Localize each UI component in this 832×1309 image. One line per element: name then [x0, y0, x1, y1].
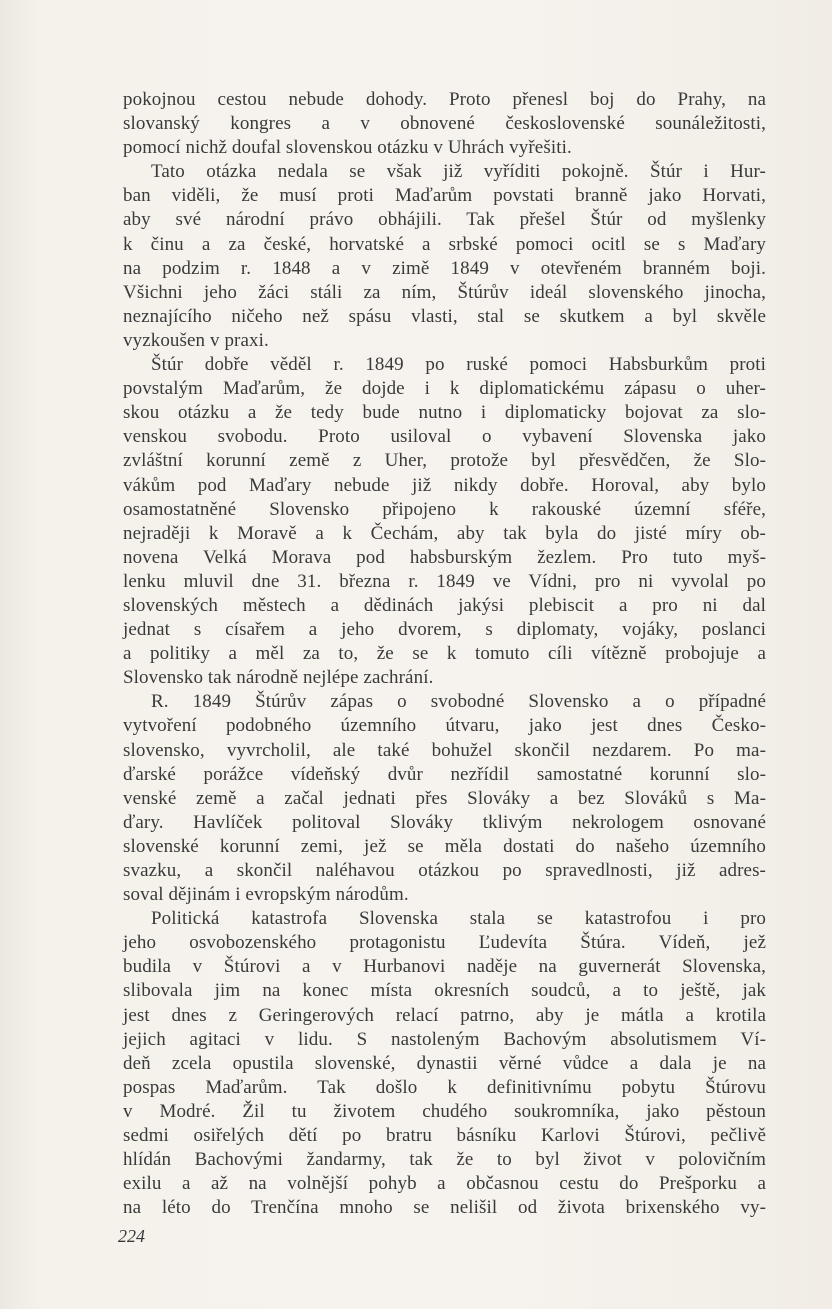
- text-line: k činu a za české, horvatské a srbské pomoci ocitl se s Maďary: [123, 233, 766, 255]
- text-line: povstalým Maďarům, že dojde i k diplomatickému zápasu o uher-: [123, 378, 766, 400]
- text-line: Politická katastrofa Slovenska stala se katastrofou i pro: [151, 908, 766, 930]
- text-line: Štúr dobře věděl r. 1849 po ruské pomoci Habsburkům proti: [151, 354, 766, 376]
- text-line: Všichni jeho žáci stáli za ním, Štúrův ideál slovenského jinocha,: [123, 281, 766, 303]
- text-line: vyzkoušen v praxi.: [123, 329, 269, 351]
- text-line: jednat s císařem a jeho dvorem, s diplomaty, vojáky, poslanci: [123, 619, 766, 641]
- text-line: slovanský kongres a v obnovené československé sounáležitosti,: [123, 113, 766, 135]
- text-line: Slovensko tak národně nejlépe zachrání.: [123, 667, 434, 689]
- text-line: soval dějinám i evropským národům.: [123, 884, 409, 906]
- text-line: slovensko, vyvrcholil, ale také bohužel skončil nezdarem. Po ma-: [123, 739, 766, 761]
- text-line: slibovala jim na konec místa okresních soudců, a to ještě, jak: [123, 980, 766, 1002]
- text-line: Tato otázka nedala se však již vyříditi pokojně. Štúr i Hur-: [151, 161, 766, 183]
- text-line: exilu a až na volnější pohyb a občasnou cestu do Prešporku a: [123, 1173, 766, 1195]
- text-line: ban viděli, že musí proti Maďarům povstati branně jako Horvati,: [123, 185, 766, 207]
- text-line: venské země a začal jednati přes Slováky a bez Slováků s Ma-: [123, 787, 766, 809]
- text-line: pomocí nichž doufal slovenskou otázku v Uhrách vyřešiti.: [123, 137, 572, 159]
- text-line: vytvoření podobného územního útvaru, jako jest dnes Česko-: [123, 715, 766, 737]
- text-line: R. 1849 Štúrův zápas o svobodné Slovensko a o případné: [151, 691, 766, 713]
- body-text: [123, 88, 766, 1220]
- text-line: osamostatněné Slovensko připojeno k rakouské územní sféře,: [123, 498, 766, 520]
- text-line: slovenské korunní zemi, jež se měla dostati do našeho územního: [123, 835, 766, 857]
- text-line: vákům pod Maďary nebude již nikdy dobře. Horoval, aby bylo: [123, 474, 766, 496]
- text-line: zvláštní korunní země z Uher, protože byl přesvědčen, že Slo-: [123, 450, 766, 472]
- text-line: pospas Maďarům. Tak došlo k definitivnímu pobytu Štúrovu: [123, 1076, 766, 1098]
- text-line: skou otázku a že tedy bude nutno i diplomaticky bojovat za slo-: [123, 402, 766, 424]
- text-line: hlídán Bachovými žandarmy, tak že to byl život v polovičním: [123, 1149, 766, 1171]
- text-line: jejich agitaci v lidu. S nastoleným Bachovým absolutismem Ví-: [123, 1028, 766, 1050]
- text-line: novena Velká Morava pod habsburským žezlem. Pro tuto myš-: [123, 546, 766, 568]
- text-line: nejraději k Moravě a k Čechám, aby tak byla do jisté míry ob-: [123, 522, 766, 544]
- text-line: v Modré. Žil tu životem chudého soukromníka, jako pěstoun: [123, 1100, 766, 1122]
- text-line: slovenských městech a dědinách jakýsi plebiscit a pro ni dal: [123, 594, 766, 616]
- text-line: pokojnou cestou nebude dohody. Proto přenesl boj do Prahy, na: [123, 89, 766, 110]
- text-line: deň zcela opustila slovenské, dynastii věrné vůdce a dala je na: [123, 1052, 766, 1074]
- text-line: jest dnes z Geringerových relací patrno, aby je mátla a krotila: [123, 1004, 766, 1026]
- text-line: jeho osvobozenského protagonistu Ľudevíta Štúra. Vídeň, jež: [123, 932, 766, 954]
- text-line: svazku, a skončil naléhavou otázkou po spravedlnosti, již adres-: [123, 860, 766, 881]
- text-line: aby své národní právo obhájili. Tak přešel Štúr od myšlenky: [123, 209, 766, 231]
- text-line: a politiky a měl za to, že se k tomuto cíli vítězně probojuje a: [123, 643, 766, 665]
- text-line: lenku mluvil dne 31. března r. 1849 ve Vídni, pro ni vyvolal po: [123, 570, 766, 592]
- text-line: ďarské porážce vídeňský dvůr nezřídil samostatné korunní slo-: [123, 763, 766, 785]
- text-line: venskou svobodu. Proto usiloval o vybavení Slovenska jako: [123, 426, 766, 448]
- text-line: budila v Štúrovi a v Hurbanovi naděje na guvernerát Slovenska,: [123, 956, 766, 978]
- text-line: neznajícího ničeho než spásu vlasti, stal se skutkem a byl skvěle: [123, 305, 766, 327]
- text-line: na léto do Trenčína mnoho se nelišil od života brixenského vy-: [123, 1197, 766, 1219]
- text-line: ďary. Havlíček politoval Slováky tklivým nekrologem osnované: [123, 811, 766, 833]
- text-line: na podzim r. 1848 a v zimě 1849 v otevřeném branném boji.: [123, 257, 766, 279]
- text-line: sedmi osiřelých dětí po bratru básníku Karlovi Štúrovi, pečlivě: [123, 1125, 766, 1147]
- page-number: 224: [118, 1226, 145, 1246]
